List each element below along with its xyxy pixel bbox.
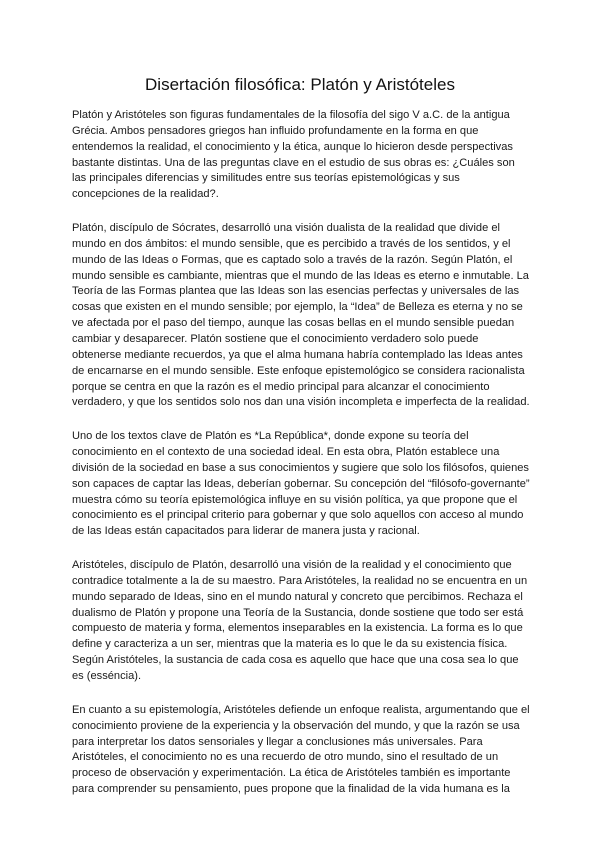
paragraph-aristotle-epistemology: En cuanto a su epistemología, Aristóteles defiende un enfoque realista, argumentando que el conocimiento proviene de la experiencia y la observación del mundo, y que la razón se usa para interpretar los datos sensoriales y llegar a conclusiones más universales. Para Aristóteles, el conocimiento no es una recuerdo de otro mundo, sino el resultado de un proceso de observación y experimentación. La ética de Aristóteles también es importante para comprender su pensamiento, pues propone que la finalidad de la vida humana es la bbox=[72, 703, 530, 796]
page-title: Disertación filosófica: Platón y Aristóteles bbox=[145, 75, 455, 94]
paragraph-plato-dualism: Platón, discípulo de Sócrates, desarrolló una visión dualista de la realidad que divide el mundo en dos ámbitos: el mundo sensible, que es percibido a través de los sentidos, y el mundo de las Ideas o Formas, que es captado solo a través de la razón. Según Platón, el mundo sensible es cambiante, mientras que el mundo de las Ideas es eterno e inmutable. La Teoría de las Formas plantea que las Ideas son las esencias perfectas y universales de las cosas que existen en el mundo sensible; por ejemplo, la “Idea” de Belleza es eterna y no se ve afectada por el paso del tiempo, aunque las cosas bellas en el mundo sensible puedan cambiar y desaparecer. Platón sostiene que el conocimiento verdadero solo puede obtenerse mediante recuerdos, ya que el alma humana habría contemplado las Ideas antes de encarnarse en el mundo sensible. Este enfoque epistemológico se considera racionalista porque se centra en que la razón es el medio principal para alcanzar el conocimiento verdadero, y que los sentidos solo nos dan una visión incompleta e imperfecta de la realidad. bbox=[72, 222, 530, 409]
paragraph-introduction: Platón y Aristóteles son figuras fundamentales de la filosofía del sigo V a.C. de la antigua Grécia. Ambos pensadores griegos han influido profundamente en la forma en que entendemos la realidad, el conocimiento y la ética, aunque lo hicieron desde perspectivas bastante distintas. Una de las preguntas clave en el estudio de sus obras es: ¿Cuáles son las principales diferencias y similitudes entre sus teorías epistemológicas y sus concepciones de la realidad?. bbox=[72, 109, 515, 201]
document-body bbox=[72, 108, 530, 816]
paragraph-aristotle-substance: Aristóteles, discípulo de Platón, desarrolló una visión de la realidad y el conocimiento que contradice totalmente a la de su maestro. Para Aristóteles, la realidad no se encuentra en un mundo separado de Ideas, sino en el mundo natural y concreto que percibimos. Rechaza el dualismo de Platón y propone una Teoría de la Sustancia, donde sostiene que todo ser está compuesto de materia y forma, elementos inseparables en la existencia. La forma es lo que define y caracteriza a un ser, mientras que la materia es lo que le da su existencia física. Según Aristóteles, la sustancia de cada cosa es aquello que hace que una cosa sea lo que es (esséncia). bbox=[72, 559, 528, 682]
paragraph-la-republica: Uno de los textos clave de Platón es *La República*, donde expone su teoría del conocimiento en el contexto de una sociedad ideal. En esta obra, Platón establece una división de la sociedad en base a sus conocimientos y sugiere que solo los filósofos, quienes son capaces de captar las Ideas, deberían gobernar. Su concepción del “filósofo-governante” muestra cómo su teoría epistemológica influye en su visión política, ya que propone que el conocimiento es el principal criterio para gobernar y que solo aquellos con acceso al mundo de las Ideas están capacitados para liderar de manera justa y racional. bbox=[72, 430, 530, 538]
